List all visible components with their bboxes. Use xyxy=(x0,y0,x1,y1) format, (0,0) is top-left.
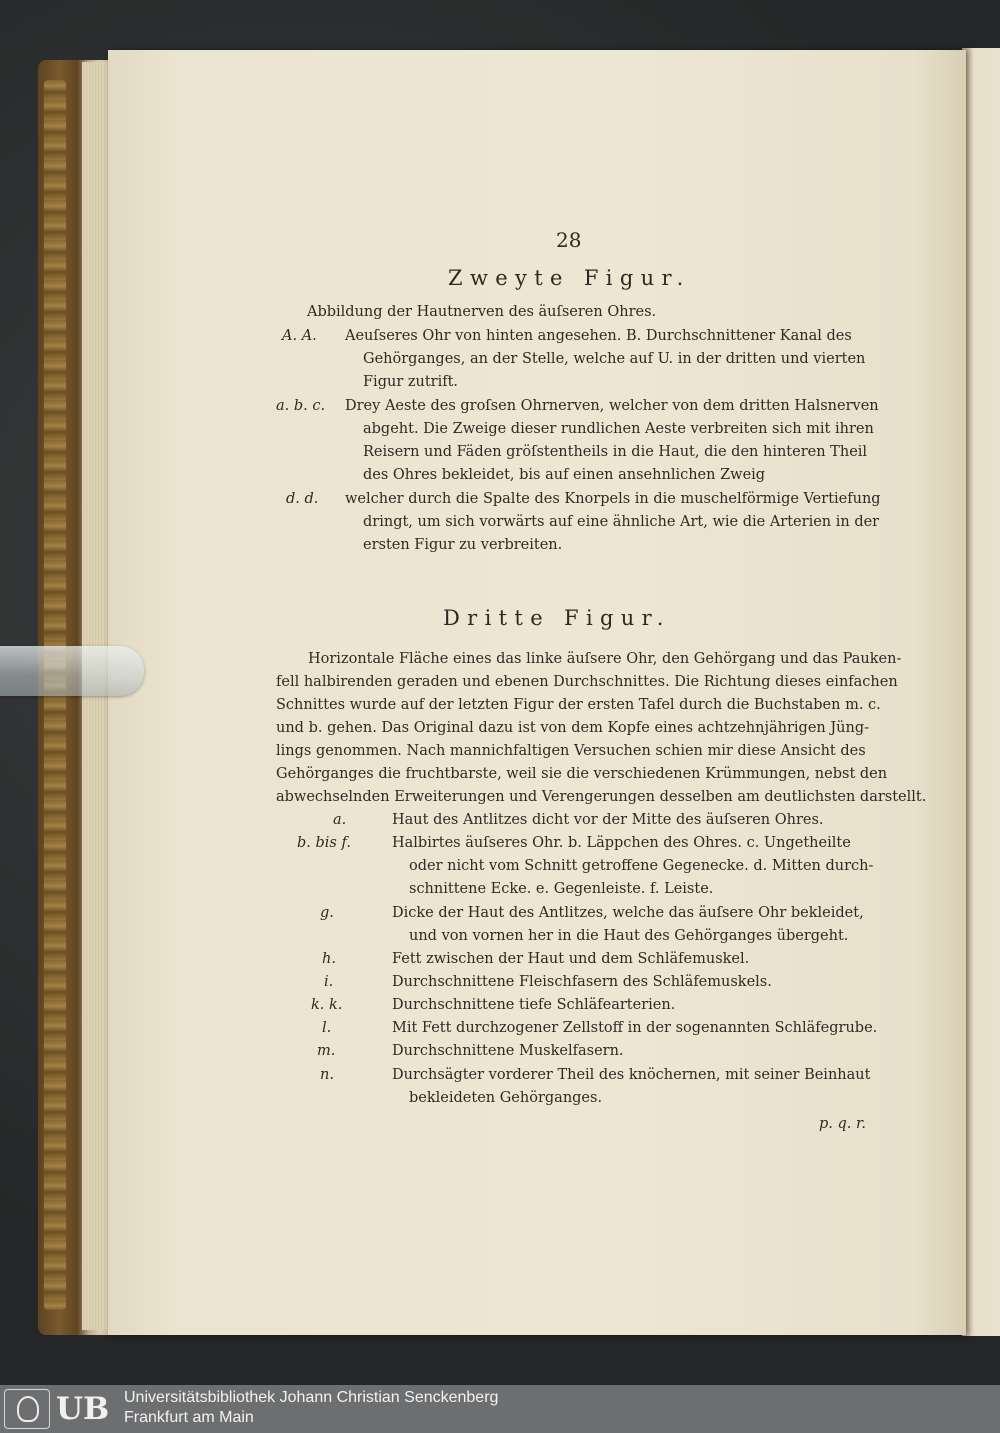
entry-line: Dicke der Haut des Antlitzes, welche das äuſsere Ohr bekleidet, xyxy=(392,905,864,921)
paragraph-line: abwechselnden Erweiterungen und Verengerungen desselben am deutlichsten darstellt. xyxy=(276,789,927,805)
entry-line: und von vornen her in die Haut des Gehörganges übergeht. xyxy=(409,928,849,944)
entry-line: abgeht. Die Zweige dieser rundlichen Aeste verbreiten sich mit ihren xyxy=(363,421,874,437)
entry-line: bekleideten Gehörganges. xyxy=(409,1090,603,1106)
entry-label: a. xyxy=(333,812,347,828)
paragraph-line: lings genommen. Nach mannichfaltigen Versuchen schien mir diese Ansicht des xyxy=(276,743,866,759)
footer-bar xyxy=(0,1385,1000,1433)
entry-label: n. xyxy=(320,1067,334,1083)
paragraph-line: fell halbirenden geraden und ebenen Durchschnittes. Die Richtung dieses einfachen xyxy=(276,674,898,690)
section-heading-dritte: Dritte Figur. xyxy=(443,606,671,630)
entry-line: Durchschnittene tiefe Schläfearterien. xyxy=(392,997,676,1013)
entry-label: a. b. c. xyxy=(276,398,326,414)
entry-label: k. k. xyxy=(311,997,343,1013)
entry-line: Haut des Antlitzes dicht vor der Mitte des äuſseren Ohres. xyxy=(392,812,824,828)
library-name: Universitätsbibliothek Johann Christian Senckenberg xyxy=(124,1389,499,1406)
entry-line: Drey Aeste des groſsen Ohrnerven, welcher von dem dritten Halsnerven xyxy=(345,398,879,414)
portrait-icon xyxy=(4,1389,50,1429)
entry-line: Mit Fett durchzogener Zellstoff in der sogenannten Schläfegrube. xyxy=(392,1020,878,1036)
entry-line: oder nicht vom Schnitt getroffene Gegenecke. d. Mitten durch- xyxy=(409,858,874,874)
entry-line: Halbirtes äuſseres Ohr. b. Läppchen des Ohres. c. Ungetheilte xyxy=(392,835,851,851)
entry-line: Durchsägter vorderer Theil des knöchernen, mit seiner Beinhaut xyxy=(392,1067,871,1083)
page-number: 28 xyxy=(556,228,582,252)
entry-line: Aeuſseres Ohr von hinten angesehen. B. Durchschnittener Kanal des xyxy=(345,328,852,344)
paragraph-line: Horizontale Fläche eines das linke äuſsere Ohr, den Gehörgang und das Pauken- xyxy=(308,651,902,667)
entry-label: b. bis f. xyxy=(297,835,351,851)
entry-line: des Ohres bekleidet, bis auf einen ansehnlichen Zweig xyxy=(363,467,766,483)
catchword: p. q. r. xyxy=(819,1116,866,1132)
section-intro: Abbildung der Hautnerven des äuſseren Ohres. xyxy=(307,304,657,320)
entry-line: Fett zwischen der Haut und dem Schläfemuskel. xyxy=(392,951,750,967)
page-clamp xyxy=(0,646,144,696)
entry-label: g. xyxy=(320,905,334,921)
entry-label: d. d. xyxy=(286,491,319,507)
paragraph-line: und b. gehen. Das Original dazu ist von dem Kopfe eines achtzehnjährigen Jüng- xyxy=(276,720,870,736)
entry-line: dringt, um sich vorwärts auf eine ähnliche Art, wie die Arterien in der xyxy=(363,514,880,530)
entry-line: Durchschnittene Muskelfasern. xyxy=(392,1043,624,1059)
section-heading-zweyte: Zweyte Figur. xyxy=(448,266,691,290)
entry-label: i. xyxy=(324,974,334,990)
book-page xyxy=(108,50,966,1335)
paragraph-line: Gehörganges die fruchtbarste, weil sie die verschiedenen Krümmungen, nebst den xyxy=(276,766,888,782)
library-location: Frankfurt am Main xyxy=(124,1409,254,1426)
entry-line: Durchschnittene Fleischfasern des Schläfemuskels. xyxy=(392,974,772,990)
entry-line: Figur zutrift. xyxy=(363,374,459,390)
entry-line: ersten Figur zu verbreiten. xyxy=(363,537,563,553)
entry-label: l. xyxy=(322,1020,332,1036)
paragraph-line: Schnittes wurde auf der letzten Figur der ersten Tafel durch die Buchstaben m. c. xyxy=(276,697,881,713)
logo-text: UB xyxy=(56,1391,110,1427)
entry-label: A. A. xyxy=(282,328,317,344)
entry-line: welcher durch die Spalte des Knorpels in die muschelförmige Vertiefung xyxy=(345,491,881,507)
library-logo[interactable] xyxy=(4,1389,116,1429)
entry-line: Reisern und Fäden gröſstentheils in die Haut, die den hinteren Theil xyxy=(363,444,868,460)
facing-page-edge xyxy=(962,48,1000,1336)
entry-label: m. xyxy=(317,1043,336,1059)
entry-line: Gehörganges, an der Stelle, welche auf U. in der dritten und vierten xyxy=(363,351,866,367)
entry-label: h. xyxy=(322,951,336,967)
entry-line: schnittene Ecke. e. Gegenleiste. f. Leiste. xyxy=(409,881,714,897)
